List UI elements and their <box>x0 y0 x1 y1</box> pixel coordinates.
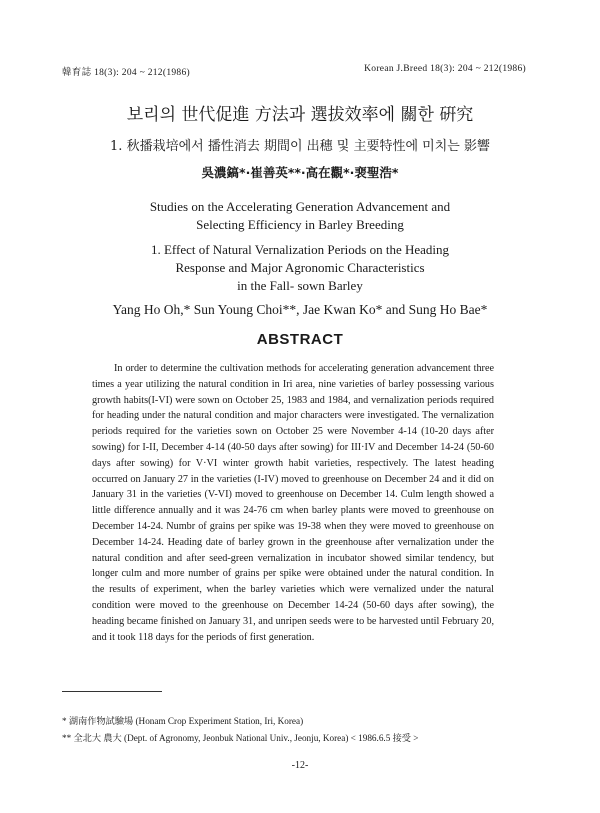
journal-header-english: Korean J.Breed 18(3): 204 ~ 212(1986) <box>364 64 526 74</box>
footnote-divider <box>62 691 162 692</box>
title-korean: 보리의 世代促進 方法과 選拔效率에 關한 硏究 <box>126 105 474 125</box>
subtitle-english <box>0 241 600 295</box>
page-number: -12- <box>291 760 309 771</box>
footnote-1: * 湖南作物試驗場 (Honam Crop Experiment Station, Iri, Korea) <box>62 716 304 726</box>
title-english-line-2: Selecting Efficiency in Barley Breeding <box>196 217 404 232</box>
subtitle-english-line-3: in the Fall- sown Barley <box>237 278 363 293</box>
journal-header-korean: 韓育誌 18(3): 204 ~ 212(1986) <box>62 68 190 78</box>
subtitle-english-line-2: Response and Major Agronomic Characteristics <box>175 260 425 275</box>
title-english-line-1: Studies on the Accelerating Generation Advancement and <box>149 199 451 214</box>
subtitle-english-line-1: 1. Effect of Natural Vernalization Periods on the Heading <box>150 242 450 257</box>
abstract-heading: ABSTRACT <box>256 331 344 348</box>
title-english <box>0 198 600 234</box>
authors-korean: 吳濃鎬*·崔善英**·高在觀*·裵聖浩* <box>201 165 399 180</box>
footnote-2: ** 全北大 農大 (Dept. of Agronomy, Jeonbuk National Univ., Jeonju, Korea) < 1986.6.5 接受 > <box>62 733 419 743</box>
subtitle-korean: 1. 秋播栽培에서 播性消去 期間이 出穗 및 主要特性에 미치는 影響 <box>110 139 490 154</box>
abstract-body <box>92 361 494 645</box>
abstract-paragraph: In order to determine the cultivation methods for accelerating generation advancement three times a year utilizing the natural condition in Iri area, nine varieties of barley possessing various growth habits(I-VI) were sown on October 25, 1983 and 1984, and vernalization periods required for heading under the natural condition and major characters were investigated. The vernalization periods required for the varieties sown on October 25 were November 4-14 (10-20 days after sowing) for I-II, December 4-14 (40-50 days after sowing) for III·IV and December 14-24 (50-60 days after sowing) for V·VI winter growth habit varieties, respectively. The latest heading occurred on January 27 in the varieties (I-IV) moved to greenhouse on December 24 and it did on January 31 in the varieties (V-VI) moved to greenhouse on December 14. Culm length showed a little difference annually and it was 24-76 cm when barley plants were moved to greenhouse on December 14-24. Numbr of grains per spike was 19-38 when they were moved to greenhouse on December 14-24. Heading date of barley grown in the greenhouse after vernalization under the natural condition and after seed-green vernalization in incubator showed similar tendency, but longer culm and more number of grains per spike were obtained under the natural condition. In the results of experiment, when the barley varieties which were vernalized under the natural condition were moved to the greenhouse on December 14-24 (50-60 days after sowing), the heading became finished on January 31, and unripen seeds were to be harvested until February 20, and it took 118 days for the periods of first generation. <box>92 363 494 643</box>
authors-english: Yang Ho Oh,* Sun Young Choi**, Jae Kwan Ko* and Sung Ho Bae* <box>112 302 488 317</box>
